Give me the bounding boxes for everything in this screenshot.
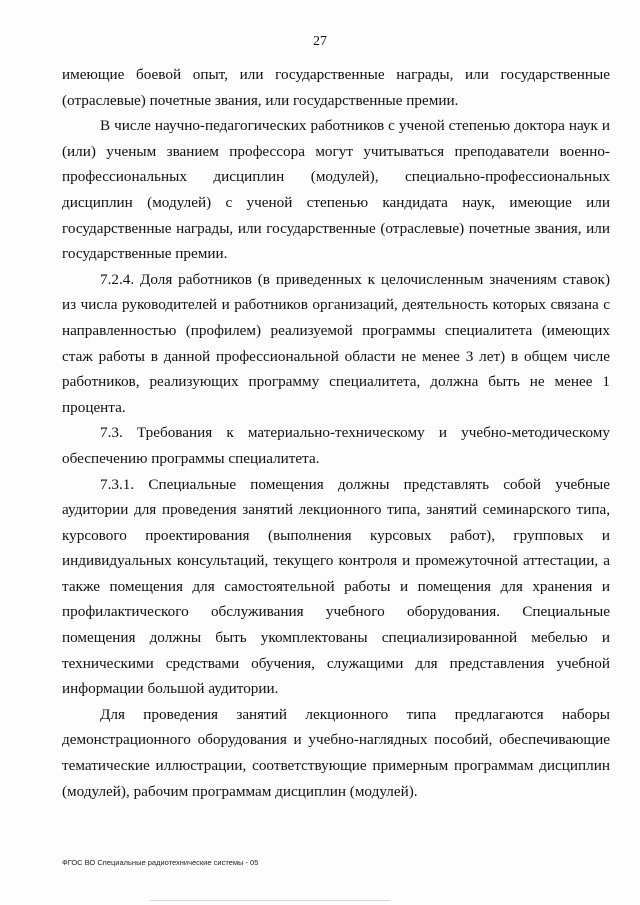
page-number: 27 (313, 34, 327, 49)
scan-artifact-line (150, 900, 390, 901)
paragraph-doctors-professors: В числе научно-педагогических работников с ученой степенью доктора наук и (или) ученым званием профессора могут учитываться преподаватели военно-профессиональных дисциплин (модулей), специально-профессиональных дисциплин (модулей) с ученой степенью кандидата наук, имеющие или государственные награды, или государственные (отраслевые) почетные звания, или государственные премии. (62, 117, 610, 263)
document-body (62, 62, 610, 804)
paragraph-continuation: имеющие боевой опыт, или государственные награды, или государственные (отраслевые) почетные звания, или государственные премии. (62, 66, 610, 109)
page-footer: ФГОС ВО Специальные радиотехнические системы - 05 (62, 858, 259, 867)
paragraph-7-3-1: 7.3.1. Специальные помещения должны представлять собой учебные аудитории для проведения занятий лекционного типа, занятий семинарского типа, курсового проектирования (выполнения курсовых работ), групповых и индивидуальных консультаций, текущего контроля и промежуточной аттестации, а также помещения для самостоятельной работы и помещения для хранения и профилактического обслуживания учебного оборудования. Специальные помещения должны быть укомплектованы специализированной мебелью и техническими средствами обучения, служащими для представления учебной информации большой аудитории. (62, 475, 610, 698)
paragraph-7-2-4: 7.2.4. Доля работников (в приведенных к целочисленным значениям ставок) из числа руководителей и работников организаций, деятельность которых связана с направленностью (профилем) реализуемой программы специалитета (имеющих стаж работы в данной профессиональной области не менее 3 лет) в общем числе работников, реализующих программу специалитета, должна быть не менее 1 процента. (62, 270, 610, 416)
paragraph-lecture-equipment: Для проведения занятий лекционного типа предлагаются наборы демонстрационного оборудования и учебно-наглядных пособий, обеспечивающие тематические иллюстрации, соответствующие примерным программам дисциплин (модулей), рабочим программам дисциплин (модулей). (62, 705, 610, 800)
paragraph-7-3: 7.3. Требования к материально-техническому и учебно-методическому обеспечению программы специалитета. (62, 424, 610, 467)
